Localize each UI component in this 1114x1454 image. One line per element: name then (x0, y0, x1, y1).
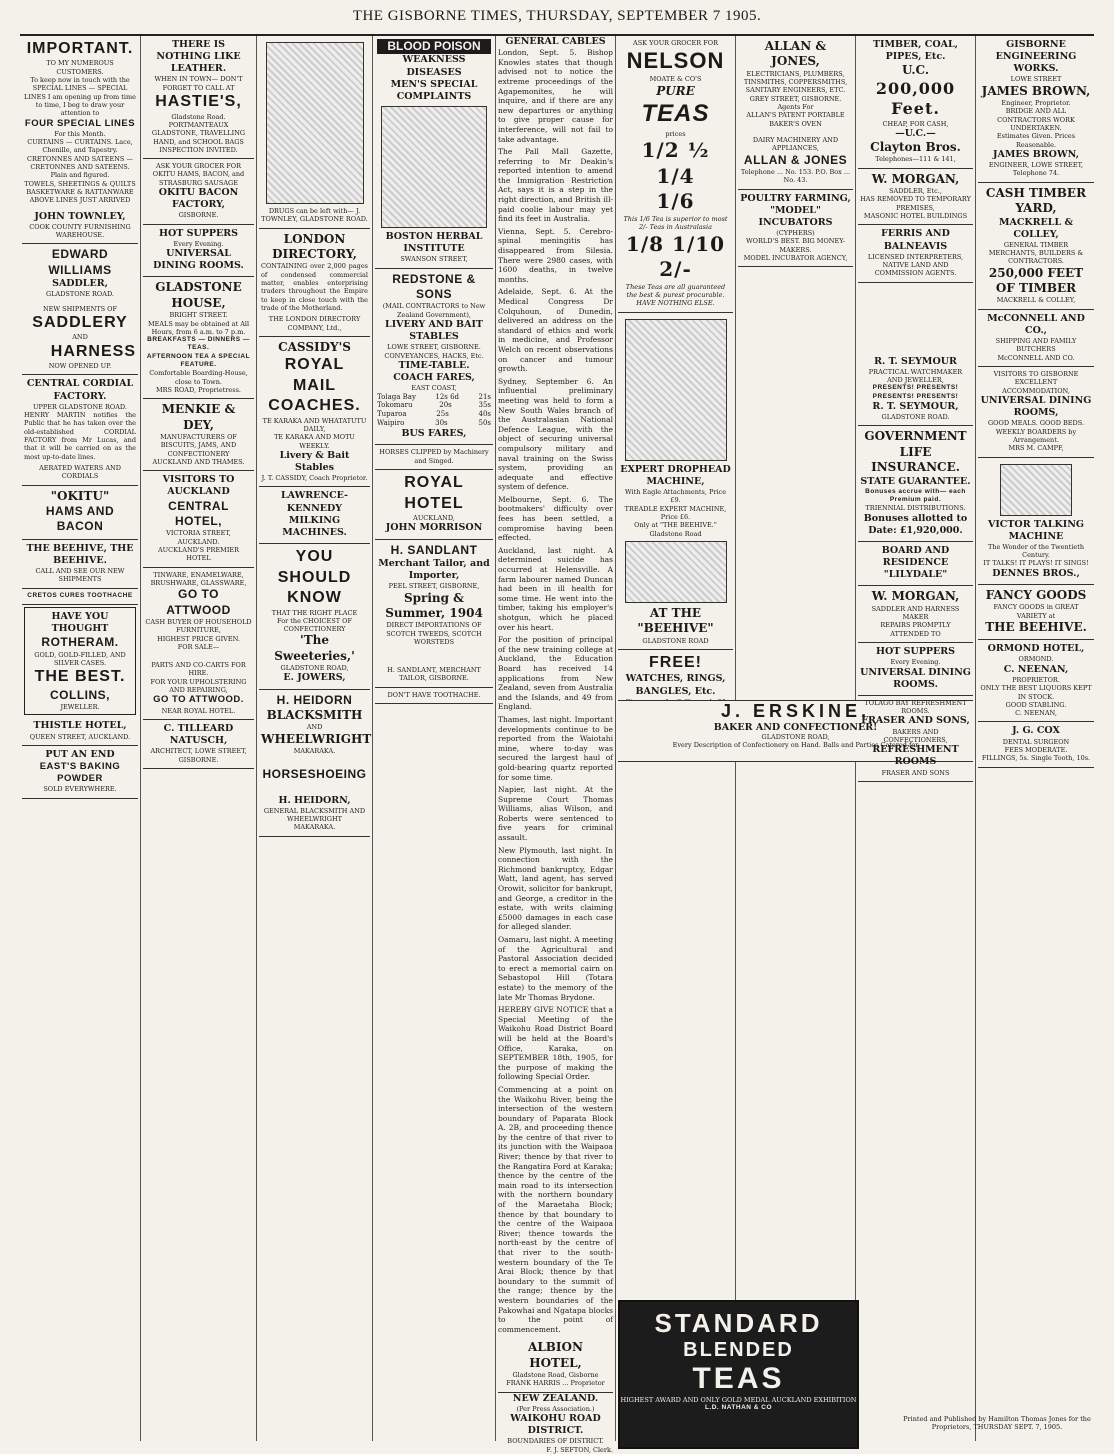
ad-lilydale: BOARD AND RESIDENCE "LILYDALE" (858, 542, 973, 586)
news-paragraph: London, Sept. 5. Bishop Knowles states that though advised not to notice the extreme proceedings of the Agapemonites, he will inquire, and if there are any new departures or anything to give proper cause for interference, will not fail to take advantage. (498, 48, 613, 144)
masthead: THE GISBORNE TIMES, THURSDAY, SEPTEMBER 7 1905. (20, 8, 1094, 36)
ad-heidorn: H. HEIDORN BLACKSMITH AND WHEELWRIGHT MAKARAKA. HORSESHOEING H. HEIDORN, GENERAL BLACKSMITH AND WHEELWRIGHT MAKARAKA. (259, 690, 370, 837)
ad-ferris: FERRIS AND BALNEAVIS LICENSED INTERPRETERS, NATIVE LAND AND COMMISSION AGENTS. (858, 225, 973, 282)
news-paragraph: New Plymouth, last night. In connection with the Richmond bankruptcy, Edgar Watt, land agent, has served Orowit, solicitor for bankrupt, and George, a creditor in the estate, with writs claiming £5000 damages in each case for alleged slander. (498, 845, 613, 932)
column-rule (140, 36, 141, 1441)
fare-return: 40s (478, 410, 491, 419)
ad-ormond: ORMOND HOTEL, ORMOND. C. NEENAN, PROPRIETOR. ONLY THE BEST LIQUORS KEPT IN STOCK. GOOD STABLING. C. NEENAN, (978, 640, 1094, 722)
fare-row (377, 410, 491, 419)
ad-menkie: MENKIE & DEY, MANUFACTURERS OF BISCUITS, JAMS, AND CONFECTIONERY AUCKLAND AND THAMES. (143, 399, 254, 471)
news-paragraph: For the position of principal of the new training college at Auckland, the Education Board has received 14 applications from New Zealand, seven from Australia and the Islands, and 49 from England. (498, 635, 613, 712)
news-paragraph: The Pall Mall Gazette, referring to Mr Deakin's reported intention to amend the Immigration Restriction Act, says it is a step in the right direction, and British ill-paid coolie labour may yet find its feet in Australia. (498, 147, 613, 224)
news-paragraph: Napier, last night. At the Supreme Court Thomas Williams, alias Wilson, and Roberts were sentenced to five years for criminal assault. (498, 785, 613, 843)
ad-gladstone-house: GLADSTONE HOUSE, BRIGHT STREET. MEALS may be obtained at All Hours, from 6 a.m. to 7 p.m. BREAKFASTS — DINNERS — TEAS. AFTERNOON TEA A SPECIAL FEATURE. Comfortable Boarding-House, close to Town. MRS ROAD, Proprietress. (143, 277, 254, 399)
ad-hot-suppers: HOT SUPPERS Every Evening. UNIVERSAL DINING ROOMS. (143, 225, 254, 278)
news-paragraph: Sydney, September 6. An influential preliminary meeting was held to form a New South Wales branch of the Australasian National Defence League, with the object of securing universal compulsory military and naval training on the Swiss system, providing an adequate and effective system of defence. (498, 376, 613, 492)
ad-hot-suppers-2: HOT SUPPERS Every Evening. UNIVERSAL DINING ROOMS. (858, 643, 973, 696)
ad-allan-jones: ALLAN & JONES, ELECTRICIANS, PLUMBERS, TINSMITHS, COPPERSMITHS, SANITARY ENGINEERS, ETC. GREY STREET, GISBORNE. Agents For ALLAN'S PATENT PORTABLE BAKER'S OVEN DAIRY MACHINERY AND APPLIANCES, ALLAN & JONES Telephone ... No. 153. P.O. Box ... No. 43. (738, 36, 853, 190)
ad-beehive-machines: EXPERT DROPHEAD MACHINE, With Eagle Attachments, Price £9. TREADLE EXPERT MACHINE, Price £6. Only at "THE BEEHIVE." Gladstone Road AT THE "BEEHIVE" GLADSTONE ROAD (618, 313, 733, 650)
column-9 (978, 36, 1094, 1411)
ad-albion: ALBION HOTEL, Gladstone Road, Gisborne FRANK HARRIS ... Proprietor (498, 1337, 613, 1392)
column-rule (975, 36, 976, 1441)
ad-drugs: DRUGS can be left with— J. TOWNLEY, GLADSTONE ROAD. (259, 36, 370, 229)
ad-natusch: C. TILLEARD NATUSCH, ARCHITECT, LOWE STREET, GISBORNE. (143, 720, 254, 769)
ad-williams: EDWARD WILLIAMS SADDLER, GLADSTONE ROAD. NEW SHIPMENTS OF SADDLERY AND HARNESS NOW OPENED UP. (22, 244, 138, 375)
fare-single: 20s (439, 401, 452, 410)
ad-morgan-saddler: W. MORGAN, SADDLER AND HARNESS MAKER REPAIRS PROMPTLY ATTENDED TO (858, 586, 973, 643)
fare-place: Tolaga Bay (377, 392, 416, 401)
fare-row (377, 393, 491, 402)
ad-text-block (381, 106, 487, 228)
column-5: GENERAL CABLES London, Sept. 5. Bishop Knowles states that though advised not to notice the extreme proceedings of the Agapemonites, he will inquire, and if there are any new departures or anything to give proper cause for interference, will not fail to take advantage. The Pall Mall Gazette, referring to Mr Deakin's reported intention to amend the Immigration Restriction Act, says it is a step in the right direction, and British ill-paid coolie labour may yet find its feet in Australia. Vienna, Sept. 5. Cerebro-spinal meningitis has disappeared from Silesia. There were 2980 cases, with 1600 deaths, in twelve months. Adelaide, Sept. 6. At the Medical Congress Dr Colquhoun, of Dunedin, delivered an address on the standard of ethics and work in medicine, and Professor Welch on recent observations on cancer and tumour growth. Sydney, September 6. An influential preliminary meeting was held to form a New South Wales branch of the Australasian National Defence League, with the object of securing universal compulsory military and naval training on the Swiss system, providing an adequate and effective system of defence. Melbourne, Sept. 6. The bootmakers' difficulty over fees has been settled, a compromise having been effected. Auckland, last night. A determined suicide has occurred at Helensville. A farm labourer named Duncan had been in ill health for some time. He went into the timber, taking his employer's shotgun, which he placed over his heart. For the position of principal of the new training college at Auckland, the Education Board has received 14 applications from New Zealand, seven from Australia and the Islands, and 49 from England. Thames, last night. Important developments continue to be reported from the Waiotahi mine, where to-day was secured the largest haul of gold-bearing quartz reported for some time. Napier, last night. At the Supreme Court Thomas Williams, alias Wilson, and Roberts were sentenced to five years for criminal assault. New Plymouth, last night. In connection with the Richmond bankruptcy, Edgar Watt, land agent, has served Orowit, solicitor for bankrupt, and George, a creditor in the estate, with writs claiming £5000 damages in each case for alleged slander. Oamaru, last night. A meeting of the Agricultural and Pastoral Association decided to erect a memorial cairn on Sebastopol Hill (Totara estate) to the memory of the late Mr Thomas Brydone. HEREBY GIVE NOTICE that a Special Meeting of the Waikohu Road District Board will be held at the Board's Office, Karaka, on SEPTEMBER 18th, 1905, for the purpose of making the following Special Order. Commencing at a point on the Waikohu River, being the intersection of the western boundary of Paparata Block A. 2B, and proceeding thence by the centre of that river to its junction with the Waipaoa River; thence by that river to the Rangatira Ford at Karaka; thence by the centre of the main road to its intersection with the northern boundary of the Maraetaha Block; thence by that boundary to the centre of the Waipaoa River; thence towards the north-east by the centre of that river to the south-western boundary of the Te Arai Block; thence by that boundary to the summit of the range; thence by the western boundaries of the Pakowhai and Ngatapa blocks to the point of commencement. ALBION HOTEL, Gladstone Road, Gisborne FRANK HARRIS ... Proprietor NEW ZEALAND. (Per Press Association.) WAIKOHU ROAD DISTRICT. BOUNDARIES OF DISTRICT. F. J. SEFTON, Clerk. (498, 36, 613, 1454)
ad-royal-hotel: ROYAL HOTEL AUCKLAND, JOHN MORRISON (375, 470, 493, 539)
sewing-machine-illustration (625, 319, 727, 461)
gramophone-illustration (1000, 464, 1072, 516)
cables-text (498, 48, 613, 1334)
column-rule (256, 36, 257, 1441)
news-paragraph: Adelaide, Sept. 6. At the Medical Congress Dr Colquhoun, of Dunedin, delivered an address on the standard of ethics and work in medicine, and Professor Welch on recent observations on cancer and tumour growth. (498, 287, 613, 374)
news-paragraph: Auckland, last night. A determined suicide has occurred at Helensville. A farm labourer named Duncan had been in ill health for some time. He went into the timber, taking his employer's shotgun, which he placed over his heart. (498, 545, 613, 632)
machine-case-illustration (625, 541, 727, 603)
ad-hasties: THERE IS NOTHING LIKE LEATHER. WHEN IN TOWN— DON'T FORGET TO CALL AT HASTIE'S, Gladstone Road. PORTMANTEAUX GLADSTONE, TRAVELLING HAND, and SCHOOL BAGS INSPECTION INVITED. (143, 36, 254, 159)
fare-single: 12s 6d (435, 392, 460, 401)
ad-cretos: CRETOS CURES TOOTHACHE (22, 589, 138, 605)
ad-okitu-factory: ASK YOUR GROCER FOR OKITU HAMS, BACON, and STRASBURG SAUSAGE OKITU BACON FACTORY, GISBORNE. (143, 159, 254, 225)
ad-poultry: POULTRY FARMING, "MODEL" INCUBATORS (CYPHERS) WORLD'S BEST. BIG MONEY-MAKERS. MODEL INCUBATOR AGENCY, (738, 190, 853, 268)
ad-london-directory: LONDON DIRECTORY, CONTAINING over 2,000 pages of condensed commercial matter, enables enterprising traders throughout the Empire to keep in close touch with the trade of the Motherland. THE LONDON DIRECTORY COMPANY, Ltd., (259, 229, 370, 337)
ad-lawrence: LAWRENCE-KENNEDY MILKING MACHINES. (259, 487, 370, 544)
ad-redstone: REDSTONE & SONS (MAIL CONTRACTORS to New Zealand Government), LIVERY AND BAIT STABLES LOWE STREET, GISBORNE. CONVEYANCES, HACKS, Etc. TIME-TABLE. COACH FARES, EAST COAST, Tolaga Bay 12s 6d 21s Tokomaru 20s 35s Tuparoa 25s 40s Waipiro 30s 50s BUS FARES, (375, 269, 493, 446)
ad-beehive: THE BEEHIVE, THE BEEHIVE. CALL AND SEE OUR NEW SHIPMENTS (22, 540, 138, 589)
fare-return: 50s (478, 419, 491, 428)
column-4 (375, 36, 493, 1441)
ad-victor: VICTOR TALKING MACHINE The Wonder of the Twentieth Century. IT TALKS! IT PLAYS! IT SINGS! DENNES BROS., (978, 458, 1094, 585)
fare-single: 25s (436, 410, 449, 419)
ad-illustration (266, 42, 364, 204)
column-rule (615, 36, 616, 1441)
fares-table (377, 393, 491, 429)
fare-return: 21s (478, 392, 491, 401)
ad-cox-dental: J. G. COX DENTAL SURGEON FEES MODERATE. FILLINGS, 5s. Single Tooth, 10s. (978, 722, 1094, 767)
fare-single: 30s (435, 419, 448, 428)
ad-seymour: R. T. SEYMOUR PRACTICAL WATCHMAKER AND JEWELLER, PRESENTS! PRESENTS! PRESENTS! PRESENTS! R. T. SEYMOUR, GLADSTONE ROAD. (858, 353, 973, 427)
news-paragraph: Melbourne, Sept. 6. The bootmakers' difficulty over fees has been settled, a compromise having been effected. (498, 494, 613, 543)
fare-return: 35s (478, 401, 491, 410)
column-7 (738, 36, 853, 696)
ad-mcconnell: McCONNELL AND CO., SHIPPING AND FAMILY BUTCHERS McCONNELL AND CO. (978, 310, 1094, 367)
ad-fancy-goods: FANCY GOODS FANCY GOODS in GREAT VARIETY at THE BEEHIVE. (978, 585, 1094, 640)
ad-cash-timber: CASH TIMBER YARD, MACKRELL & COLLEY, GENERAL TIMBER MERCHANTS, BUILDERS & CONTRACTORS. 250,000 FEET OF TIMBER MACKRELL & COLLEY, (978, 183, 1094, 310)
ad-rotheram: HAVE YOU THOUGHT ROTHERAM. GOLD, GOLD-FILLED, AND SILVER CASES. THE BEST. COLLINS, JEWELLER. (24, 607, 136, 715)
ad-attwood: TINWARE, ENAMELWARE, BRUSHWARE, GLASSWARE, GO TO ATTWOOD CASH BUYER OF HOUSEHOLD FURNITURE, HIGHEST PRICE GIVEN. FOR SALE— PARTS AND CO-CARTS FOR HIRE. FOR YOUR UPHOLSTERING AND REPAIRING, GO TO ATTWOOD. NEAR ROYAL HOTEL. (143, 568, 254, 720)
ad-important: IMPORTANT. TO MY NUMEROUS CUSTOMERS. To keep now in touch with the SPECIAL LINES — SPECIAL LINES I am opening up from time to time, I beg to draw your attention to FOUR SPECIAL LINES For this Month. CURTAINS — CURTAINS. Lace, Chenille, and Tapestry. CRETONNES AND SATEENS — CRETONNES AND SATEENS. Plain and figured. TOWELS, SHEETINGS & QUILTS BASKETWARE & RATTANWARE ABOVE LINES JUST ARRIVED JOHN TOWNLEY, COOK COUNTY FURNISHING WAREHOUSE. (22, 36, 138, 244)
ad-free-watches: FREE! WATCHES, RINGS, BANGLES, Etc. (618, 650, 733, 744)
fare-row (377, 419, 491, 428)
imprint-footer: Printed and Published by Hamilton Thomas Jones for the Proprietors, THURSDAY SEPT. 7, 1905. (903, 1415, 1091, 1431)
ad-gisborne-engineering: GISBORNE ENGINEERING WORKS. LOWE STREET JAMES BROWN, Engineer, Proprietor. BRIDGE AND ALL CONTRACTORS WORK UNDERTAKEN. Estimates Given. Prices Reasonable. JAMES BROWN, ENGINEER, LOWE STREET, Telephone 74. (978, 36, 1094, 183)
ad-morgan: W. MORGAN, SADDLER, Etc., HAS REMOVED TO TEMPORARY PREMISES, MASONIC HOTEL BUILDINGS (858, 169, 973, 226)
news-paragraph: Commencing at a point on the Waikohu River, being the intersection of the western boundary of Paparata Block A. 2B, and proceeding thence by the centre of that river to its junction with the Waipaoa River; thence by that river to the Rangatira Ford at Karaka; thence by the centre of the main road to its intersection with the northern boundary of the Maraetaha Block; thence by that boundary to the centre of the Waipaoa River; thence towards the north-east by the centre of that river to the south-western boundary of the Te Arai Block; thence by that boundary to the summit of the range; thence by the western boundaries of the Pakowhai and Ngatapa blocks to the point of commencement. (498, 1084, 613, 1334)
fare-place: Waipiro (377, 419, 405, 428)
news-paragraph: Thames, last night. Important developments continue to be reported from the Waiotahi mine, where to-day was secured the largest haul of gold-bearing quartz reported for some time. (498, 714, 613, 782)
column-rule (372, 36, 373, 1441)
ad-thistle: THISTLE HOTEL, QUEEN STREET, AUCKLAND. (22, 717, 138, 745)
ad-okitu: "OKITU" HAMS AND BACON (22, 486, 138, 540)
ad-blood-poison: BLOOD POISON WEAKNESS DISEASES MEN'S SPECIAL COMPLAINTS BOSTON HERBAL INSTITUTE SWANSON STREET, (375, 36, 493, 269)
ad-toothache: DON'T HAVE TOOTHACHE. (375, 688, 493, 704)
ad-horses: HORSES CLIPPED by Machinery and Singed. (375, 445, 493, 470)
ad-sandlant: H. SANDLANT Merchant Tailor, and Importer, PEEL STREET, GISBORNE, Spring & Summer, 1904 DIRECT IMPORTATIONS OF SCOTCH TWEEDS, SCOTCH WORSTEDS H. SANDLANT, MERCHANT TAILOR, GISBORNE. (375, 540, 493, 688)
ad-cordial: CENTRAL CORDIAL FACTORY. UPPER GLADSTONE ROAD. HENRY MARTIN notifies the Public that he has taken over the old-established CORDIAL FACTORY from Mr Lucas, and that it will be carried on as the most up-to-date lines. AERATED WATERS AND CORDIALS (22, 375, 138, 485)
ad-fraser: TOLAGO BAY REFRESHMENT ROOMS. FRASER AND SONS, BAKERS AND CONFECTIONERS, REFRESHMENT ROOMS FRASER AND SONS (858, 696, 973, 782)
fare-place: Tokomaru (377, 401, 413, 410)
column-2 (143, 36, 254, 1441)
ad-timber: TIMBER, COAL, PIPES, Etc. U.C. 200,000 Feet. CHEAP, FOR CASH, —U.C.— Clayton Bros. Telephones—111 & 141, (858, 36, 973, 169)
fare-place: Tuparoa (377, 410, 407, 419)
cables-heading: GENERAL CABLES (505, 36, 606, 47)
column-3 (259, 36, 370, 1441)
ad-easts: PUT AN END EAST'S BAKING POWDER SOLD EVERYWHERE. (22, 746, 138, 799)
news-paragraph: Vienna, Sept. 5. Cerebro-spinal meningitis has disappeared from Silesia. There were 2980 cases, with 1600 deaths, in twelve months. (498, 226, 613, 284)
news-paragraph: HEREBY GIVE NOTICE that a Special Meeting of the Waikohu Road District Board will be held at the Board's Office, Karaka, on SEPTEMBER 18th, 1905, for the purpose of making the following Special Order. (498, 1005, 613, 1082)
ad-cassidys: CASSIDY'S ROYAL MAIL COACHES. TE KARAKA AND WHATATUTU DAILY, TE KARAKA AND MOTU WEEKLY. Livery & Bait Stables J. T. CASSIDY, Coach Proprietor. (259, 337, 370, 488)
news-paragraph: Oamaru, last night. A meeting of the Agricultural and Pastoral Association decided to erect a memorial cairn on Sebastopol Hill (Totara estate) to the memory of the late Mr Thomas Brydone. (498, 935, 613, 1002)
column-1 (22, 36, 138, 1441)
ad-universal-dining: VISITORS TO GISBORNE EXCELLENT ACCOMMODATION, UNIVERSAL DINING ROOMS, GOOD MEALS. GOOD BEDS. WEEKLY BOARDERS by Arrangement. MRS M. CAMPF, (978, 367, 1094, 458)
ad-headline: IMPORTANT. (26, 40, 134, 57)
ad-govt-insurance: GOVERNMENT LIFE INSURANCE. STATE GUARANTEE. Bonuses accrue with— each Premium paid. TRIENNIAL DISTRIBUTIONS. Bonuses allotted to Date: £1,920,000. (858, 426, 973, 541)
column-rule (495, 36, 496, 1441)
ad-sweeteries: YOU SHOULD KNOW THAT THE RIGHT PLACE For the CHOICEST OF CONFECTIONERY 'The Sweeteries,' GLADSTONE ROAD, E. JOWERS, (259, 544, 370, 690)
ad-erskine: J. ERSKINE, BAKER AND CONFECTIONER! GLADSTONE ROAD, Every Description of Confectionery on Hand. Balls and Parties Catered for (618, 700, 973, 762)
ad-standard-teas: STANDARD BLENDED TEAS HIGHEST AWARD AND ONLY GOLD MEDAL AUCKLAND EXHIBITION L.D. NATHAN & CO (618, 1300, 859, 1449)
ad-central-hotel: VISITORS TO AUCKLAND CENTRAL HOTEL, VICTORIA STREET, AUCKLAND. AUCKLAND'S PREMIER HOTEL (143, 471, 254, 567)
fare-row (377, 401, 491, 410)
column-8 (858, 36, 973, 1441)
ad-nelson-moate: ASK YOUR GROCER FOR NELSON MOATE & CO'S PURE TEAS prices 1/2 ½ 1/4 1/6 This 1/6 Tea is superior to most 2/- Teas in Australasia 1/8 1/10 2/- These Teas are all guaranteed the best & purest procurable. HAVE NOTHING ELSE. (618, 36, 733, 313)
